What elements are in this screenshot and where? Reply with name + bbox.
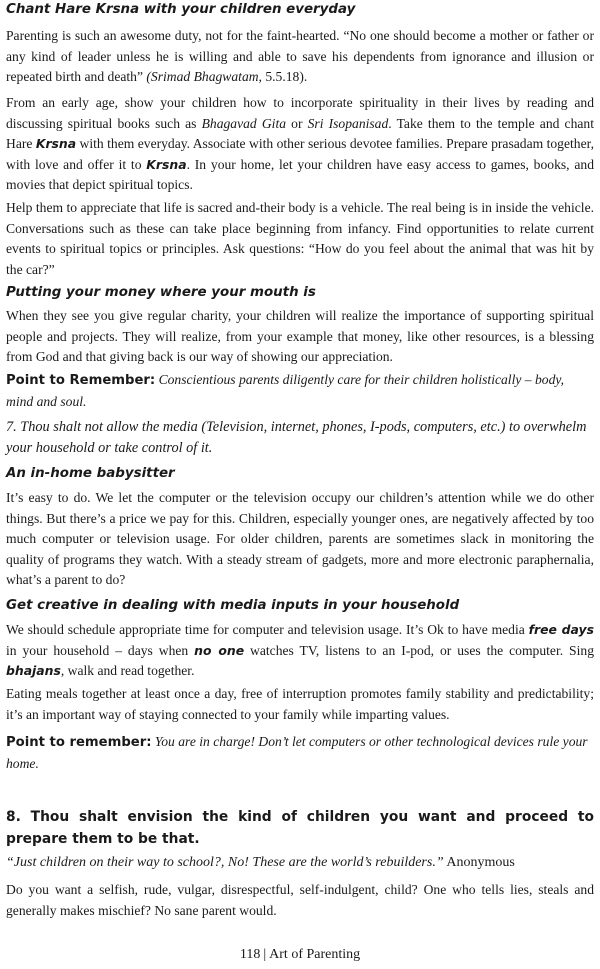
book-title: Art of Parenting: [269, 947, 361, 962]
heading-get-creative: Get creative in dealing with media inputs in your household: [6, 598, 460, 613]
paragraph-selfish-child: Do you want a selfish, rude, vulgar, disrespectful, self-indulgent, child? One who tells lies, steals and generally makes mischief? No sane parent would.: [6, 882, 594, 918]
page-footer: [0, 946, 600, 964]
paragraph-media-schedule: We should schedule appropriate time for computer and television usage. It’s Ok to have media free days in your household – days when no one watches TV, listens to an I-pod, or uses the computer. Sing bhajans, walk and read together.: [6, 622, 594, 678]
point-to-remember-2: Point to remember: You are in charge! Don’t let computers or other technological devices rule your home.: [6, 734, 588, 771]
page-number: 118: [239, 947, 261, 962]
paragraph-eating-meals: Eating meals together at least once a day, free of interruption promotes family stability and predictability; it’s an important way of staying connected to your family while imparting values.: [6, 686, 594, 722]
heading-money-mouth: Putting your money where your mouth is: [6, 285, 316, 300]
paragraph-life-sacred: Help them to appreciate that life is sacred and-their body is a vehicle. The real being is in inside the vehicle. Conversations such as these can take place beginning from infancy. Find opportunities to relate current events to spiritual topics or principles. Ask questions: “How do you feel about the animal that was hit by the car?”: [6, 200, 594, 277]
heading-in-home-babysitter: An in-home babysitter: [6, 466, 175, 481]
commandment-7: 7. Thou shalt not allow the media (Television, internet, phones, I-pods, computers, etc.) to overwhelm your household or take control of it.: [6, 419, 587, 456]
paragraph-computer-babysitter: It’s easy to do. We let the computer or the television occupy our children’s attention while we do other things. But there’s a price we pay for this. Children, especially younger ones, are negatively affected by too much computer or television usage. For older children, parents are sometimes slack in monitoring the quality of programs they watch. With a steady stream of gadgets, more and more electronic paraphernalia, what’s a parent to do?: [6, 490, 594, 587]
quote-rebuilders: “Just children on their way to school?, No! These are the world’s rebuilders.” Anonymous: [6, 855, 515, 870]
point-to-remember-1: Point to Remember: Conscientious parents diligently care for their children holistically – body, mind and soul.: [6, 372, 565, 409]
paragraph-spirituality: From an early age, show your children how to incorporate spirituality in their lives by reading and discussing spiritual books such as Bhagavad Gita or Sri Isopanisad. Take them to the temple and chant Hare Krsna with them everyday. Associate with other serious devotee families. Prepare prasadam together, with love and offer it to Krsna. In your home, let your children have easy access to games, books, and movies that depict spiritual topics.: [6, 95, 594, 192]
commandment-8: 8. Thou shalt envision the kind of children you want and proceed to prepare them to be that.: [6, 809, 594, 847]
book-page: [6, 0, 594, 969]
footer-separator: |: [263, 947, 267, 962]
heading-chant-hare-krsna: Chant Hare Krsna with your children everyday: [6, 2, 356, 17]
paragraph-charity: When they see you give regular charity, your children will realize the importance of supporting spiritual people and projects. They will realize, from your example that money, like other resources, is a blessing from God and that giving back is our way of showing our appreciation.: [6, 308, 594, 364]
paragraph-parenting-duty: Parenting is such an awesome duty, not for the faint-hearted. “No one should become a mother or father or any kind of leader unless he is willing and able to save his dependents from ignorance and illusion or repeated birth and death” (Srimad Bhagwatam, 5.5.18).: [6, 28, 594, 84]
